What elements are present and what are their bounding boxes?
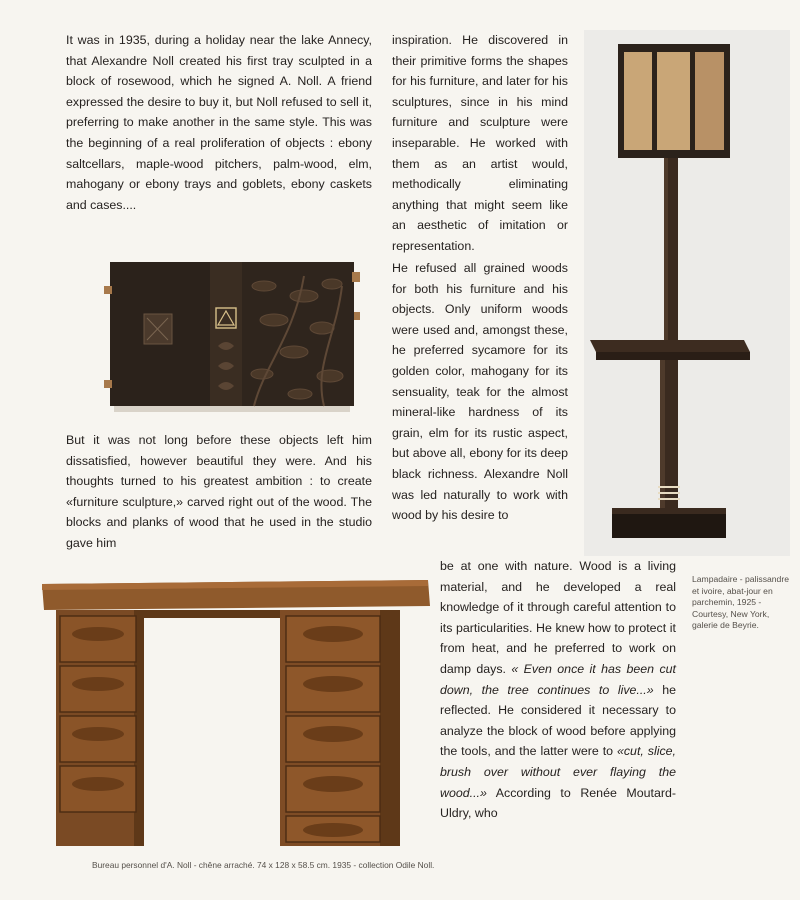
text-run: According to Renée Moutard-Uldry, who (440, 785, 677, 821)
paragraph-text: inspiration. He discovered in their primitive forms the shapes for his furniture, and later for his sculptures, since in his mind furniture and sculpture were inseparable. He worked with them as an artist would, methodically eliminating anything that might seem like an aesthetic of imitation or representation. (392, 33, 568, 253)
article-paragraph-5 (440, 556, 676, 824)
desk-caption (92, 860, 452, 872)
paragraph-text: He refused all grained woods for both his furniture and his objects. Only uniform woods were used and, amongst these, he preferred sycamore for its golden color, mahogany for its sensuality, teak for the almost mineral-like hardness of its grain, elm for its rustic aspect, but above all, ebony for its deep black richness. Alexandre Noll was led naturally to work with wood by his desire to (392, 261, 568, 523)
quote-text: « Even once it has been cut down, the tree continues to live...» (440, 661, 676, 697)
lamp-caption: Lampadaire - palissandre et ivoire, abat-jour en parchemin, 1925 - Courtesy, New York, galerie de Beyrie. (692, 574, 789, 630)
article-paragraph-4 (392, 258, 568, 526)
article-paragraph-1 (66, 30, 372, 215)
quote-text: «cut, slice, brush over without ever flaying the wood...» (440, 744, 676, 800)
caption-detail: 74 x 128 x 58.5 cm. 1935 - collection Odile Noll. (257, 860, 435, 870)
paragraph-text: It was in 1935, during a holiday near the lake Annecy, that Alexandre Noll created his first tray sculpted in a block of rosewood, which he signed A. Noll. A friend expressed the desire to buy it, but Noll refused to sell it, preferring to make another in the same style. This was the beginning of a real proliferation of objects : ebony saltcellars, maple-wood pitchers, palm-wood, elm, mahogany or ebony trays and goblets, ebony caskets and cases.... (66, 33, 372, 212)
paragraph-text: But it was not long before these objects left him dissatisfied, however beautiful they were. And his thoughts turned to his greatest ambition : to create «furniture sculpture,» carved right out of the wood. The blocks and planks of wood that he used in the studio gave him (66, 433, 372, 550)
text-run: he reflected. He considered it necessary to analyze the block of wood before applying the tools, and the latter were to (440, 682, 676, 759)
article-paragraph-2 (66, 430, 372, 554)
floor-lamp-photo (584, 30, 790, 556)
caption-title: Bureau personnel d'A. Noll - chêne arraché. (92, 860, 255, 870)
article-paragraph-3 (392, 30, 568, 257)
casket-photo (104, 256, 360, 416)
desk-photo (38, 576, 432, 858)
paragraph-text (440, 556, 676, 824)
text-run: be at one with nature. Wood is a living material, and he developed a real knowledge of it through careful attention to its particularities. He knew how to protect it from heat, and he preferred to work on damp days. (440, 559, 676, 676)
